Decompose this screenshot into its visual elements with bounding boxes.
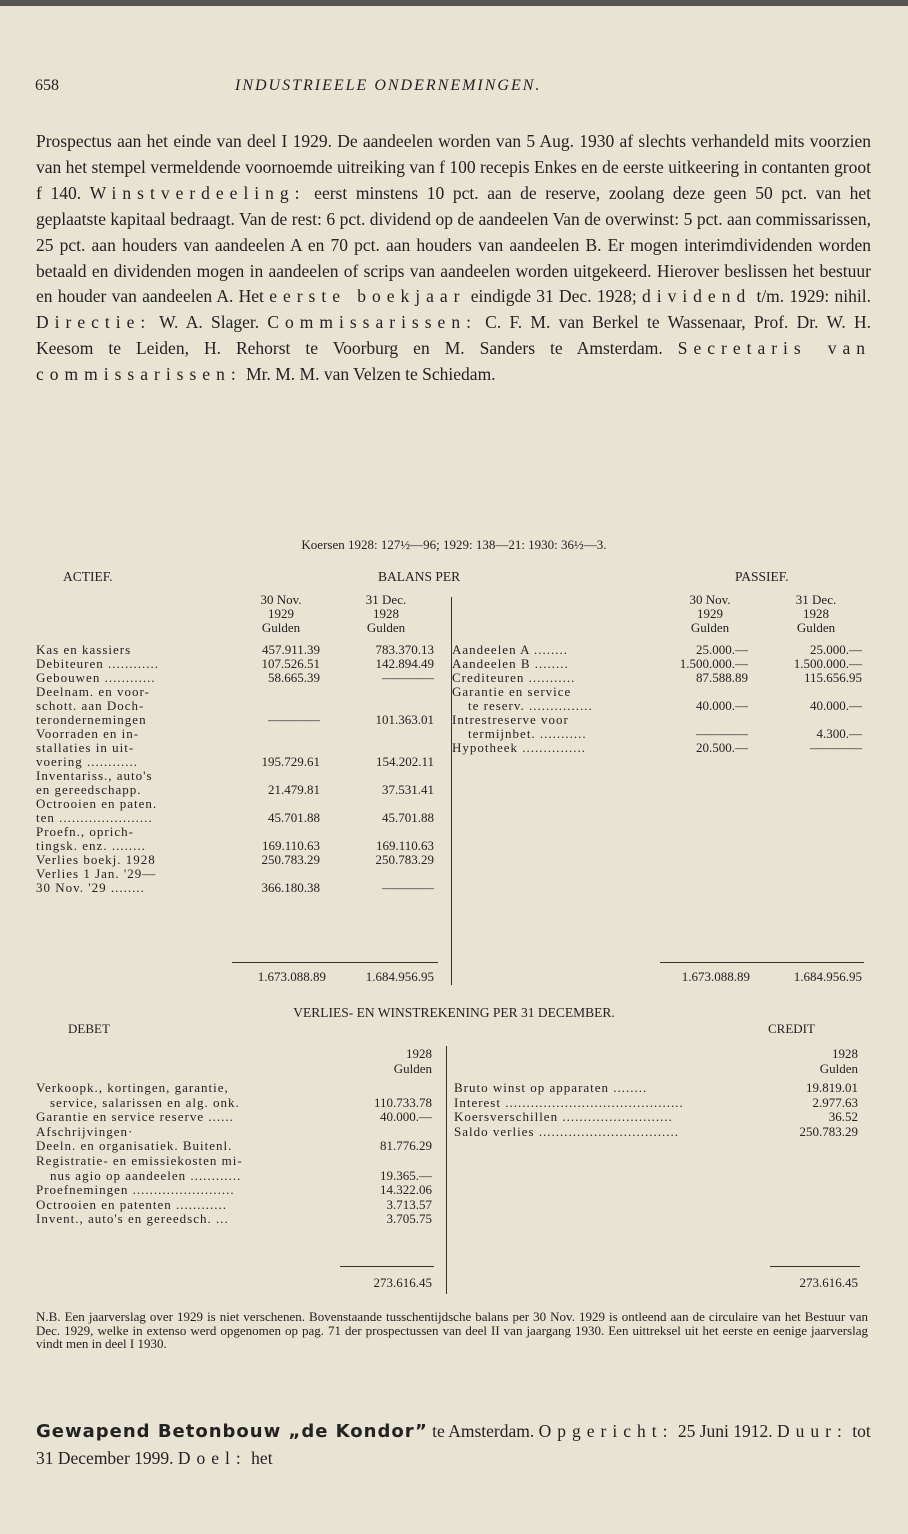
debet-item-value: 3.713.57 — [386, 1196, 432, 1212]
actief-item-label: en gereedschapp. — [36, 782, 142, 797]
actief-value-1928: ———— — [382, 670, 434, 685]
passief-value-1928: 25.000.— — [810, 642, 862, 657]
passief-value-1928: 4.300.— — [816, 726, 862, 741]
actief-value-1929: 250.783.29 — [261, 852, 320, 867]
actief-total-1929: 1.673.088.89 — [257, 969, 326, 984]
passief-total-1929: 1.673.088.89 — [681, 969, 750, 984]
actief-value-1928: ———— — [382, 880, 434, 895]
company-name: Gewapend Betonbouw „de Kondor” — [36, 1421, 428, 1442]
debet-label: DEBET — [68, 1021, 110, 1036]
actief-value-1928: 250.783.29 — [375, 852, 434, 867]
actief-item-label: Octrooien en paten. — [36, 796, 158, 811]
actief-value-1929: 107.526.51 — [261, 656, 320, 671]
column-header: 30 Nov. — [689, 592, 731, 607]
debet-item-label: Verkoopk., kortingen, garantie, — [36, 1080, 229, 1095]
column-header: 1929 — [697, 606, 723, 621]
credit-total-rule — [770, 1266, 860, 1267]
actief-item-label: Gebouwen ............ — [36, 670, 156, 685]
debet-item-label: Proefnemingen ........................ — [36, 1182, 235, 1198]
passief-value-1929: 87.588.89 — [696, 670, 748, 685]
column-header: 31 Dec. — [365, 592, 407, 607]
actief-item-label: stallaties in uit- — [36, 740, 135, 755]
running-title: INDUSTRIEELE ONDERNEMINGEN. — [235, 77, 542, 94]
credit-item-label: Interest .......................................... — [454, 1094, 684, 1110]
passief-value-1929: 20.500.— — [696, 740, 748, 755]
actief-value-1929: 366.180.38 — [261, 880, 320, 895]
passief-item-label: te reserv. ............... — [468, 698, 593, 713]
column-divider — [446, 1046, 447, 1294]
passief-item-label: Crediteuren ........... — [452, 670, 576, 685]
passief-item-label: termijnbet. ........... — [468, 726, 587, 741]
debet-item-label: Deeln. en organisatiek. Buitenl. — [36, 1138, 233, 1154]
footnote: N.B. Een jaarverslag over 1929 is niet verschenen. Bovenstaande tusschentijdsche balans per 30 Nov. 1929 is ontleend aan de circulaire van het Bestuur van Dec. 1929, welke in extenso werd opgenomen op pag. 71 der prospectussen van deel II van jaargang 1930. Een uittreksel uit het eerste en eenige jaarverslag vindt men in deel I 1930. — [36, 1309, 868, 1352]
passief-value-1929: 40.000.— — [696, 698, 748, 713]
credit-total: 273.616.45 — [799, 1275, 858, 1290]
debet-item-label: Registratie- en emissiekosten mi- — [36, 1153, 243, 1168]
actief-item-label: Inventariss., auto's — [36, 768, 153, 783]
actief-item-label: Voorraden en in- — [36, 726, 140, 741]
credit-item-label: Saldo verlies ................................. — [454, 1123, 680, 1139]
debet-total-rule — [340, 1266, 434, 1267]
actief-value-1929: 169.110.63 — [261, 838, 320, 853]
debet-item-label: nus agio op aandeelen ............ — [50, 1167, 242, 1183]
actief-value-1928: 45.701.88 — [382, 810, 434, 825]
passief-item-label: Aandeelen A ........ — [452, 642, 569, 657]
passief-item-label: Hypotheek ............... — [452, 740, 587, 755]
passief-label: PASSIEF. — [735, 569, 789, 584]
column-divider — [451, 597, 452, 985]
debet-item-label: Afschrijvingen· — [36, 1123, 134, 1139]
description-paragraph: Prospectus aan het einde van deel I 1929. De aandeelen worden van 5 Aug. 1930 af slechts verhandeld mits voorzien van het stempel vermeldende voornoemde uitreiking van f 100 recepis Enkes en de eerste uitkeering in contanten groot f 140. Winstverdeeling: eerst minstens 10 pct. aan de reserve, zoolang deze geen 50 pct. van het geplaatste kapitaal bedraagt. Van de rest: 6 pct. dividend op de aandeelen Van de overwinst: 5 pct. aan commissarissen, 25 pct. aan houders van aandeelen A en 70 pct. aan houders van aandeelen B. Er mogen interimdividenden worden betaald en dividenden mogen in aandeelen of scrips van aandeelen worden uitgekeerd. Hierover beslissen het bestuur en houder van aandeelen A. Het eerste boekjaar eindigde 31 Dec. 1928; dividend t/m. 1929: nihil. Directie: W. A. Slager. Commissarissen: C. F. M. van Berkel te Wassenaar, Prof. Dr. W. H. Keesom te Leiden, H. Rehorst te Voorburg en M. Sanders te Amsterdam. Secretaris van commissarissen: Mr. M. M. van Velzen te Schiedam. — [36, 131, 872, 385]
column-header: Gulden — [366, 620, 406, 635]
passief-item-label: Intrestreserve voor — [452, 712, 569, 727]
credit-label: CREDIT — [768, 1021, 815, 1036]
column-header: 31 Dec. — [795, 592, 837, 607]
debet-item-label: Octrooien en patenten ............ — [36, 1196, 228, 1212]
actief-value-1928: 154.202.11 — [375, 754, 434, 769]
actief-value-1928: 101.363.01 — [375, 712, 434, 727]
debet-item-value: 81.776.29 — [380, 1138, 432, 1154]
debet-item-value: 3.705.75 — [386, 1211, 432, 1227]
actief-value-1929: ———— — [268, 712, 320, 727]
credit-column-header: Gulden — [819, 1060, 858, 1076]
profit-loss-title: VERLIES- EN WINSTREKENING PER 31 DECEMBER. — [293, 1005, 615, 1020]
debet-item-value: 19.365.— — [380, 1167, 432, 1183]
debet-item-label: Invent., auto's en gereedsch. ... — [36, 1211, 229, 1227]
actief-item-label: tingsk. enz. ........ — [36, 838, 146, 853]
credit-item-label: Bruto winst op apparaten ........ — [454, 1080, 648, 1095]
debet-column-header: Gulden — [393, 1060, 432, 1076]
actief-value-1928: 783.370.13 — [375, 642, 434, 657]
credit-column-header: 1928 — [832, 1046, 858, 1061]
passief-item-label: Aandeelen B ........ — [452, 656, 569, 671]
passief-item-label: Garantie en service — [452, 684, 572, 699]
credit-item-value: 19.819.01 — [806, 1080, 858, 1095]
credit-item-value: 36.52 — [828, 1109, 858, 1125]
page-number: 658 — [35, 77, 59, 94]
debet-item-value: 110.733.78 — [373, 1094, 432, 1110]
actief-value-1929: 457.911.39 — [261, 642, 320, 657]
balance-sheet-header — [0, 569, 908, 587]
actief-item-label: terondernemingen — [36, 712, 147, 727]
actief-label: ACTIEF. — [63, 569, 113, 584]
credit-item-value: 2.977.63 — [812, 1094, 858, 1110]
top-border — [0, 0, 908, 6]
debet-item-value: 14.322.06 — [380, 1182, 432, 1198]
actief-item-label: schott. aan Doch- — [36, 698, 145, 713]
actief-item-label: Verlies boekj. 1928 — [36, 852, 156, 867]
debet-item-value: 40.000.— — [380, 1109, 432, 1125]
debet-item-label: service, salarissen en alg. onk. — [50, 1094, 240, 1110]
actief-item-label: Proefn., oprich- — [36, 824, 134, 839]
column-header: 30 Nov. — [260, 592, 302, 607]
actief-value-1928: 169.110.63 — [375, 838, 434, 853]
company-description — [36, 129, 871, 388]
actief-item-label: Deelnam. en voor- — [36, 684, 150, 699]
total-rule-actief — [232, 962, 438, 963]
passief-total-1928: 1.684.956.95 — [793, 969, 862, 984]
next-company-entry: Gewapend Betonbouw „de Kondor” te Amsterdam. Opgericht: 25 Juni 1912. Duur: tot 31 December 1999. Doel: het — [36, 1421, 871, 1468]
passief-value-1928: 40.000.— — [810, 698, 862, 713]
passief-value-1929: ———— — [696, 726, 748, 741]
actief-item-label: ten ...................... — [36, 810, 153, 825]
column-header: Gulden — [261, 620, 301, 635]
actief-value-1929: 45.701.88 — [268, 810, 320, 825]
actief-value-1928: 142.894.49 — [375, 656, 434, 671]
passief-value-1928: 1.500.000.— — [793, 656, 862, 671]
passief-value-1928: ———— — [810, 740, 862, 755]
actief-value-1929: 58.665.39 — [268, 670, 320, 685]
debet-total: 273.616.45 — [373, 1275, 432, 1290]
actief-item-label: Kas en kassiers — [36, 642, 132, 657]
actief-value-1929: 21.479.81 — [268, 782, 320, 797]
actief-item-label: Debiteuren ............ — [36, 656, 160, 671]
column-header: 1929 — [268, 606, 294, 621]
actief-item-label: voering ............ — [36, 754, 138, 769]
total-rule-passief — [660, 962, 864, 963]
debet-column-header: 1928 — [406, 1046, 432, 1061]
column-header: 1928 — [803, 606, 829, 621]
actief-total-1928: 1.684.956.95 — [365, 969, 434, 984]
credit-item-label: Koersverschillen .......................... — [454, 1109, 673, 1125]
column-header: Gulden — [690, 620, 730, 635]
column-header: Gulden — [796, 620, 836, 635]
actief-value-1929: 195.729.61 — [261, 754, 320, 769]
actief-value-1928: 37.531.41 — [382, 782, 434, 797]
page-header — [35, 77, 868, 97]
passief-value-1929: 1.500.000.— — [679, 656, 748, 671]
column-header: 1928 — [373, 606, 399, 621]
stock-prices: Koersen 1928: 127½—96; 1929: 138—21: 1930: 36½—3. — [301, 537, 607, 552]
actief-item-label: 30 Nov. '29 ........ — [36, 880, 145, 895]
credit-item-value: 250.783.29 — [799, 1123, 858, 1139]
passief-value-1929: 25.000.— — [696, 642, 748, 657]
debet-item-label: Garantie en service reserve ...... — [36, 1109, 234, 1125]
passief-value-1928: 115.656.95 — [803, 670, 862, 685]
actief-item-label: Verlies 1 Jan. '29— — [36, 866, 157, 881]
balance-title: BALANS PER — [378, 569, 461, 584]
